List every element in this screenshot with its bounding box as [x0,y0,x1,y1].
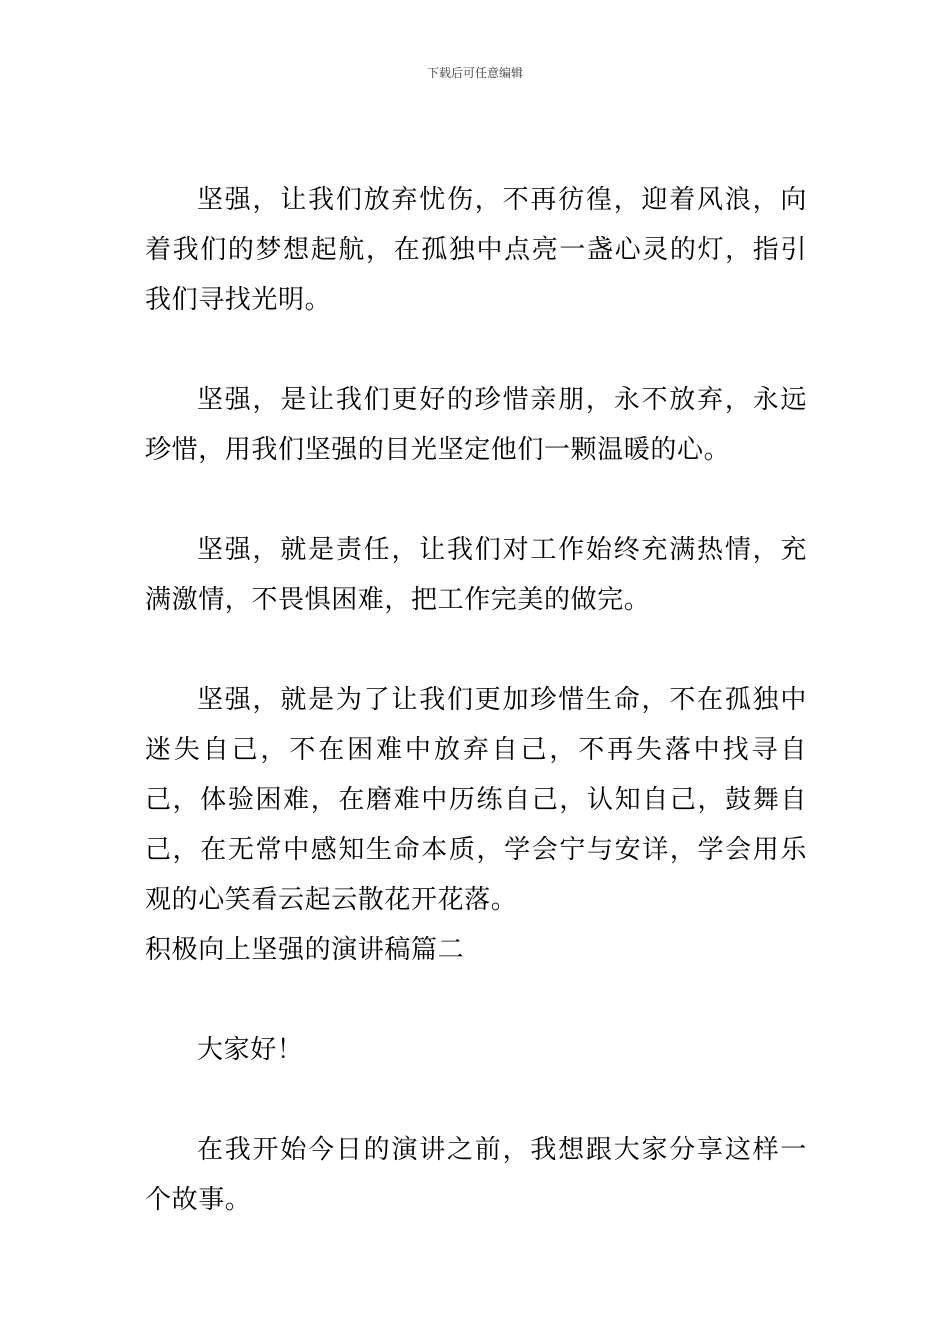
document-body [145,175,807,1225]
paragraph-4: 坚强，就是为了让我们更加珍惜生命，不在孤独中迷失自己，不在困难中放弃自己，不再失落中找寻自己，体验困难，在磨难中历练自己，认知自己，鼓舞自己，在无常中感知生命本质，学会宁与安详，学会用乐观的心笑看云起云散花开花落。 [145,685,807,915]
paragraph-1: 坚强，让我们放弃忧伤，不再彷徨，迎着风浪，向着我们的梦想起航，在孤独中点亮一盏心灵的灯，指引我们寻找光明。 [145,185,807,315]
page-header-note: 下载后可任意编辑 [426,66,523,80]
paragraph-gap [145,475,807,525]
intro-paragraph: 在我开始今日的演讲之前，我想跟大家分享这样一个故事。 [145,1135,807,1215]
greeting-paragraph: 大家好！ [197,1035,304,1065]
paragraph-2: 坚强，是让我们更好的珍惜亲朋，永不放弃，永远珍惜，用我们坚强的目光坚定他们一颗温暖的心。 [145,385,807,465]
paragraph-gap [145,1075,807,1125]
paragraph-3: 坚强，就是责任，让我们对工作始终充满热情，充满激情，不畏惧困难，把工作完美的做完。 [145,535,807,615]
section-title: 积极向上坚强的演讲稿篇二 [145,935,465,965]
paragraph-gap [145,325,807,375]
paragraph-gap [145,625,807,675]
paragraph-gap [145,975,807,1025]
